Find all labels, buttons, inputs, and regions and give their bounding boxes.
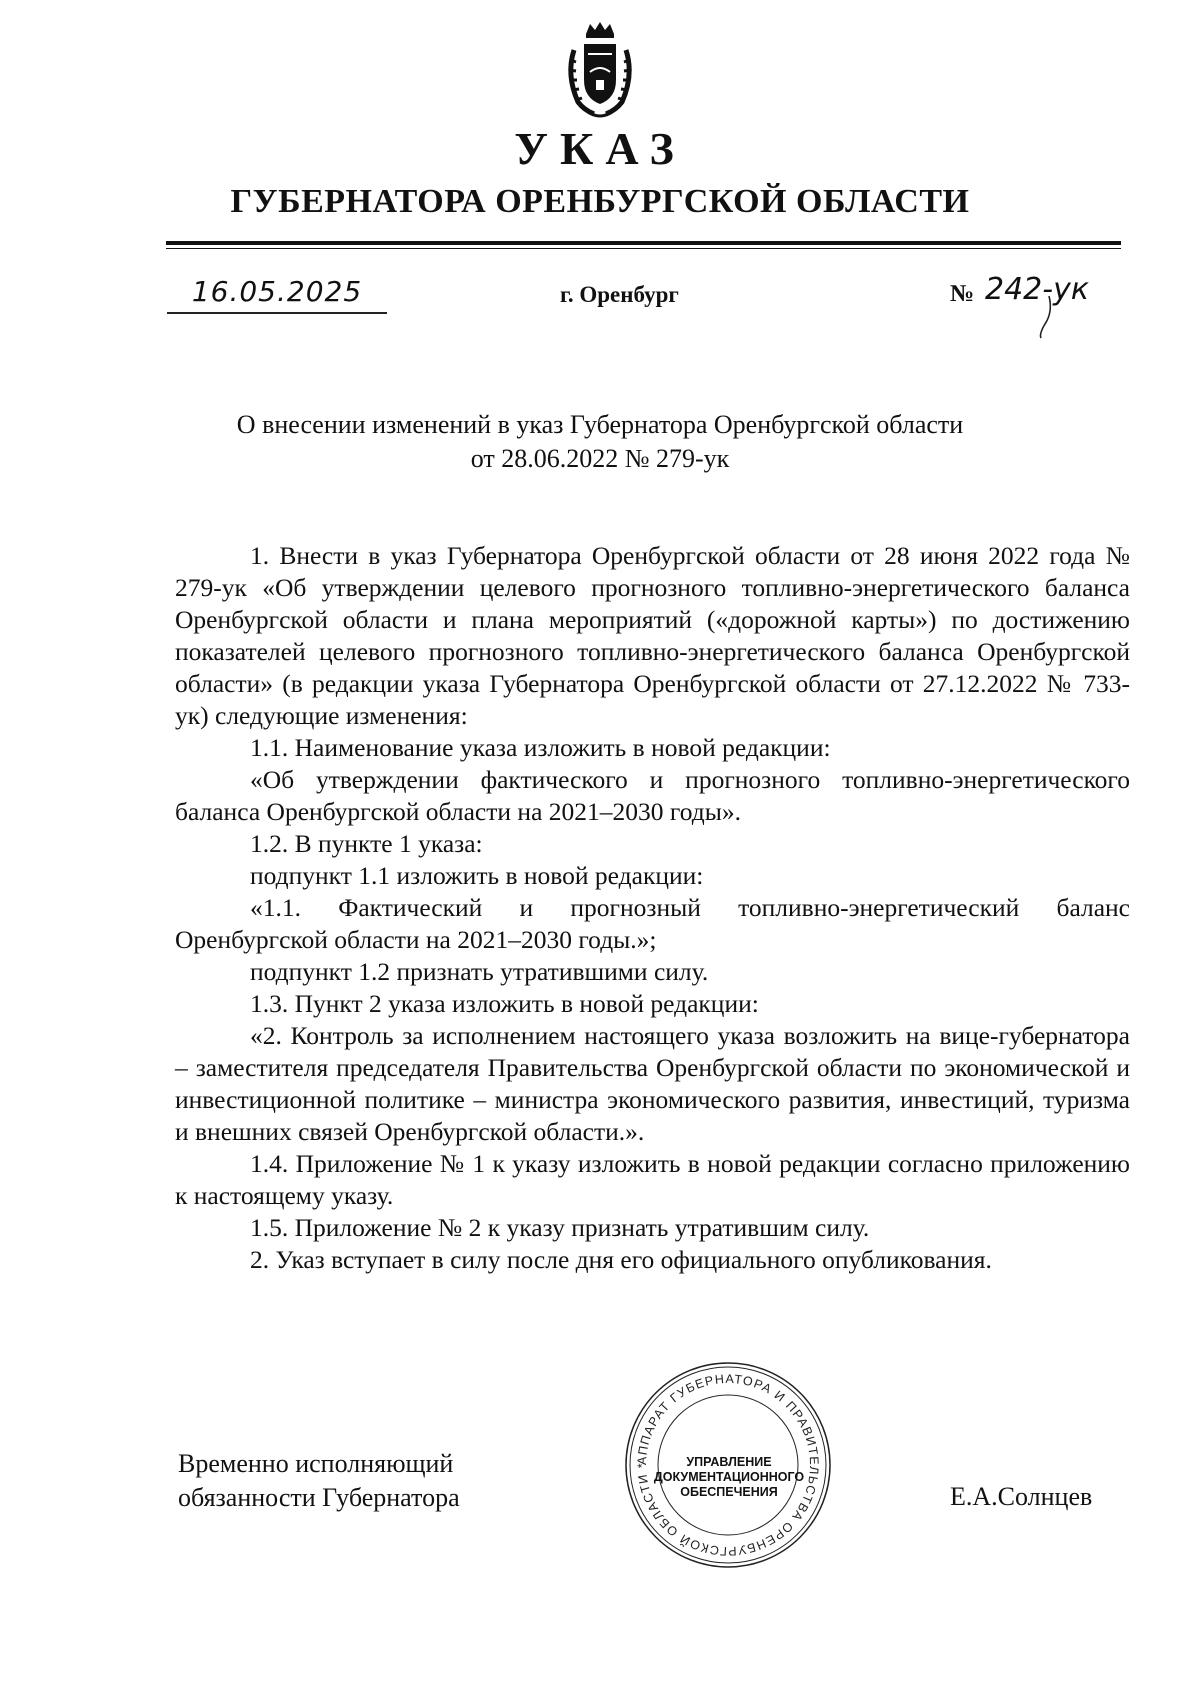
subject-line-2: от 28.06.2022 № 279-ук <box>470 444 730 473</box>
coat-of-arms-icon <box>560 20 640 120</box>
paragraph-1-1-text: «Об утверждении фактического и прогнозного топливно-энергетического баланса Оренбургской области на 2021–2030 годы». <box>175 765 1130 826</box>
signatory-role-line-2: обязанности Губернатора <box>178 1483 460 1512</box>
stamp-center-text <box>644 1455 814 1500</box>
stamp-line-1: УПРАВЛЕНИЕ <box>686 1455 772 1469</box>
number-label: № <box>950 281 975 307</box>
stamp-ring-text: АППАРАТ ГУБЕРНАТОРА И ПРАВИТЕЛЬСТВА ОРЕНБУРГСКОЙ ОБЛАСТИ * <box>634 1371 822 1559</box>
document-body <box>175 540 1130 1276</box>
stamp-line-3: ОБЕСПЕЧЕНИЯ <box>680 1485 778 1499</box>
stamp-line-2: ДОКУМЕНТАЦИОННОГО <box>653 1470 805 1484</box>
header-divider-thin <box>166 248 1121 249</box>
document-city: г. Оренбург <box>560 282 679 307</box>
paragraph-2: 2. Указ вступает в силу после дня его официального опубликования. <box>250 1245 992 1274</box>
header-divider-thick <box>166 241 1121 245</box>
document-number: 242-ук <box>985 272 1089 307</box>
document-date: 16.05.2025 <box>191 275 363 308</box>
paragraph-1: 1. Внести в указ Губернатора Оренбургской области от 28 июня 2022 года № 279-ук «Об утверждении целевого прогнозного топливно-энергетического баланса Оренбургской области и плана мероприятий («дорожной карты») по достижению показателей целевого прогнозного топливно-энергетического баланса Оренбургской области» (в редакции указа Губернатора Оренбургской области от 27.12.2022 № 733-ук) следующие изменения: <box>175 541 1130 730</box>
paragraph-1-3: 1.3. Пункт 2 указа изложить в новой редакции: <box>250 989 759 1018</box>
paragraph-1-2-sub-1-text: «1.1. Фактический и прогнозный топливно-энергетический баланс Оренбургской области на 2021–2030 годы.»; <box>175 893 1130 954</box>
signatory-role <box>178 1447 460 1515</box>
handwritten-flourish-icon <box>1035 294 1055 340</box>
signatory-role-line-1: Временно исполняющий <box>178 1449 454 1478</box>
document-subject <box>0 408 1200 476</box>
subject-line-1: О внесении изменений в указ Губернатора Оренбургской области <box>236 410 964 439</box>
signatory-name: Е.А.Солнцев <box>950 1482 1093 1511</box>
paragraph-1-5: 1.5. Приложение № 2 к указу признать утратившим силу. <box>250 1213 870 1242</box>
paragraph-1-3-text: «2. Контроль за исполнением настоящего указа возложить на вице-губернатора – заместителя председателя Правительства Оренбургской области по экономической и инвестиционной политике – министра экономического развития, инвестиций, туризма и внешних связей Оренбургской области.». <box>175 1021 1130 1146</box>
paragraph-1-2: 1.2. В пункте 1 указа: <box>250 829 483 858</box>
document-title: УКАЗ <box>514 123 686 174</box>
paragraph-1-1: 1.1. Наименование указа изложить в новой редакции: <box>250 733 831 762</box>
paragraph-1-4: 1.4. Приложение № 1 к указу изложить в новой редакции согласно приложению к настоящему указу. <box>175 1149 1130 1210</box>
document-issuer: ГУБЕРНАТОРА ОРЕНБУРГСКОЙ ОБЛАСТИ <box>230 183 970 220</box>
paragraph-1-2-sub-2: подпункт 1.2 признать утратившими силу. <box>250 957 709 986</box>
paragraph-1-2-sub-1: подпункт 1.1 изложить в новой редакции: <box>250 861 704 890</box>
date-underline <box>167 312 387 314</box>
